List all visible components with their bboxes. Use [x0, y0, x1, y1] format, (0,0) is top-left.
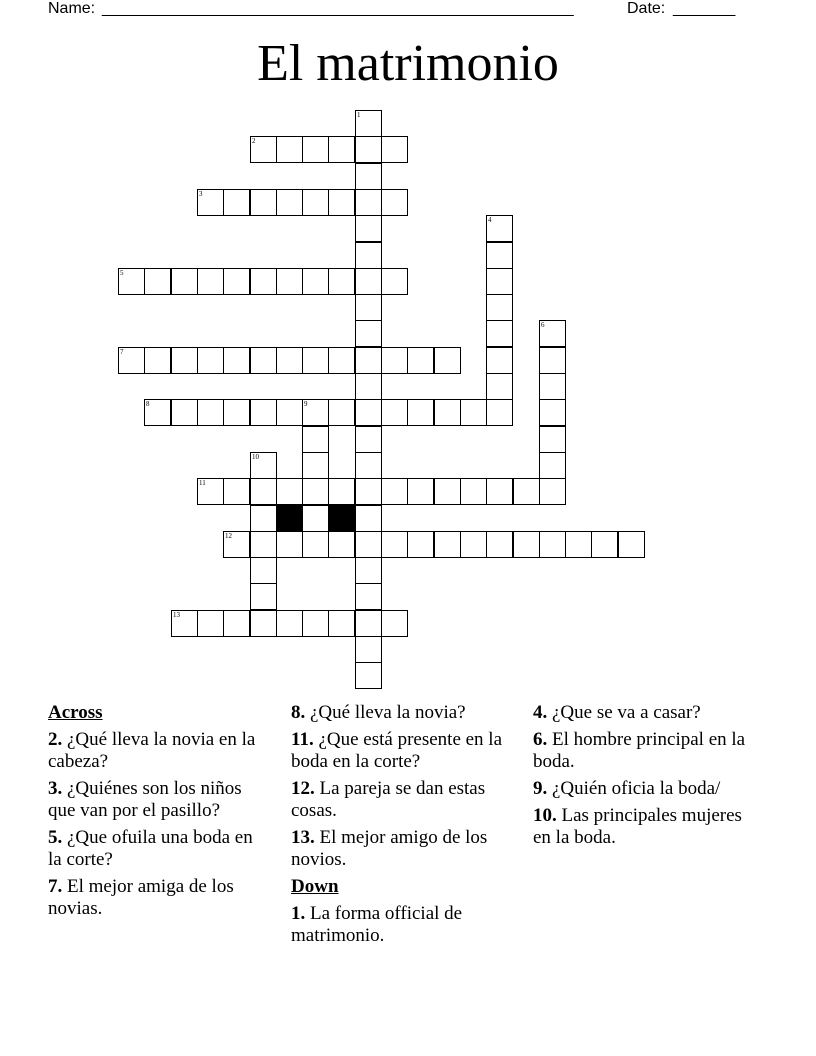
- crossword-cell[interactable]: [118, 347, 145, 374]
- crossword-cell[interactable]: [407, 478, 434, 505]
- crossword-cell[interactable]: [171, 268, 198, 295]
- crossword-cell[interactable]: [381, 531, 408, 558]
- crossword-cell[interactable]: [328, 610, 355, 637]
- crossword-cell[interactable]: [302, 531, 329, 558]
- clue-text: ¿Quién oficia la boda/: [552, 778, 721, 799]
- crossword-cell[interactable]: [539, 426, 566, 453]
- crossword-cell[interactable]: [223, 347, 250, 374]
- clue-number: 9.: [533, 778, 548, 799]
- crossword-cell[interactable]: [618, 531, 645, 558]
- crossword-cell[interactable]: [223, 399, 250, 426]
- crossword-cell[interactable]: [223, 189, 250, 216]
- crossword-cell[interactable]: [539, 373, 566, 400]
- crossword-cell[interactable]: [223, 478, 250, 505]
- crossword-cell[interactable]: [276, 610, 303, 637]
- crossword-cell[interactable]: [250, 347, 277, 374]
- crossword-cell[interactable]: [250, 189, 277, 216]
- crossword-cell[interactable]: [355, 557, 382, 584]
- clue-down-1: [291, 903, 506, 947]
- crossword-cell[interactable]: [407, 399, 434, 426]
- crossword-cell[interactable]: [197, 478, 224, 505]
- crossword-cell[interactable]: [250, 583, 277, 610]
- crossword-cell[interactable]: [197, 189, 224, 216]
- crossword-cell[interactable]: [355, 268, 382, 295]
- crossword-cell[interactable]: [223, 268, 250, 295]
- clue-number-label: 3: [199, 190, 203, 198]
- crossword-cell[interactable]: [250, 136, 277, 163]
- crossword-cell[interactable]: [171, 347, 198, 374]
- crossword-cell[interactable]: [381, 189, 408, 216]
- crossword-cell[interactable]: [302, 347, 329, 374]
- crossword-cell[interactable]: [250, 452, 277, 479]
- crossword-cell[interactable]: [486, 242, 513, 269]
- crossword-cell[interactable]: [223, 531, 250, 558]
- clue-number-label: 7: [120, 348, 124, 356]
- crossword-cell[interactable]: [355, 662, 382, 689]
- crossword-cell[interactable]: [355, 636, 382, 663]
- crossword-cell[interactable]: [539, 320, 566, 347]
- crossword-cell[interactable]: [355, 189, 382, 216]
- page-title: El matrimonio: [257, 35, 559, 92]
- clue-number-label: 12: [225, 532, 232, 540]
- clue-across-8: [291, 702, 506, 724]
- crossword-cell[interactable]: [118, 268, 145, 295]
- clue-number-label: 11: [199, 479, 206, 487]
- crossword-cell[interactable]: [460, 531, 487, 558]
- crossword-cell[interactable]: [171, 610, 198, 637]
- clue-number-label: 4: [488, 216, 492, 224]
- crossword-cell[interactable]: [250, 478, 277, 505]
- crossword-cell[interactable]: [302, 505, 329, 532]
- crossword-cell[interactable]: [197, 347, 224, 374]
- crossword-cell[interactable]: [486, 320, 513, 347]
- crossword-cell[interactable]: [355, 242, 382, 269]
- crossword-cell[interactable]: [381, 136, 408, 163]
- clue-number: 2.: [48, 729, 63, 750]
- clue-number: 12.: [291, 778, 315, 799]
- crossword-cell[interactable]: [539, 399, 566, 426]
- clue-across-13: [291, 827, 506, 871]
- crossword-cell[interactable]: [355, 583, 382, 610]
- crossword-cell[interactable]: [355, 426, 382, 453]
- crossword-cell[interactable]: [486, 294, 513, 321]
- clue-across-7: [48, 876, 263, 920]
- black-square: [276, 505, 303, 532]
- crossword-cell[interactable]: [302, 189, 329, 216]
- clue-number: 3.: [48, 778, 63, 799]
- crossword-cell[interactable]: [565, 531, 592, 558]
- clue-number-label: 8: [146, 400, 150, 408]
- crossword-cell[interactable]: [276, 268, 303, 295]
- clue-number: 5.: [48, 827, 63, 848]
- clue-down-4: [533, 702, 748, 724]
- crossword-cell[interactable]: [355, 163, 382, 190]
- crossword-cell[interactable]: [250, 557, 277, 584]
- crossword-cell[interactable]: [276, 478, 303, 505]
- crossword-cell[interactable]: [276, 189, 303, 216]
- clue-text: ¿Que ofuila una boda en la corte?: [48, 827, 253, 870]
- clue-across-12: [291, 778, 506, 822]
- clue-text: El mejor amiga de los novias.: [48, 876, 234, 919]
- clue-text: El hombre principal en la boda.: [533, 729, 746, 772]
- clue-number-label: 9: [304, 400, 308, 408]
- crossword-cell[interactable]: [276, 136, 303, 163]
- crossword-cell[interactable]: [355, 478, 382, 505]
- clue-number: 7.: [48, 876, 63, 897]
- crossword-cell[interactable]: [302, 136, 329, 163]
- crossword-cell[interactable]: [223, 610, 250, 637]
- clue-number-label: 5: [120, 269, 124, 277]
- clue-text: ¿Que se va a casar?: [552, 702, 701, 723]
- crossword-cell[interactable]: [250, 610, 277, 637]
- name-line[interactable]: _____________________________________________________: [102, 0, 574, 17]
- crossword-cell[interactable]: [355, 505, 382, 532]
- crossword-cell[interactable]: [144, 399, 171, 426]
- clues-column-1: [48, 702, 263, 925]
- clue-text: La pareja se dan estas cosas.: [291, 778, 486, 821]
- crossword-cell[interactable]: [250, 531, 277, 558]
- clue-text: Las principales mujeres en la boda.: [533, 805, 742, 848]
- clue-number: 10.: [533, 805, 557, 826]
- crossword-cell[interactable]: [276, 347, 303, 374]
- clue-down-6: [533, 729, 748, 773]
- clue-text: La forma official de matrimonio.: [291, 903, 463, 946]
- crossword-cell[interactable]: [302, 452, 329, 479]
- crossword-cell[interactable]: [486, 347, 513, 374]
- clue-number: 13.: [291, 827, 315, 848]
- clue-across-2: [48, 729, 263, 773]
- clue-number: 11.: [291, 729, 314, 750]
- crossword-cell[interactable]: [250, 268, 277, 295]
- crossword-cell[interactable]: [355, 373, 382, 400]
- crossword-cell[interactable]: [539, 452, 566, 479]
- clue-down-10: [533, 805, 748, 849]
- crossword-cell[interactable]: [407, 347, 434, 374]
- crossword-cell[interactable]: [434, 531, 461, 558]
- crossword-cell[interactable]: [539, 478, 566, 505]
- crossword-cell[interactable]: [276, 531, 303, 558]
- clue-across-11: [291, 729, 506, 773]
- clues-column-3: [533, 702, 748, 854]
- crossword-cell[interactable]: [328, 399, 355, 426]
- clue-number: 8.: [291, 702, 306, 723]
- crossword-cell[interactable]: [434, 478, 461, 505]
- clue-number-label: 1: [357, 111, 361, 119]
- crossword-cell[interactable]: [355, 136, 382, 163]
- crossword-cell[interactable]: [355, 320, 382, 347]
- clue-number-label: 10: [252, 453, 259, 461]
- crossword-cell[interactable]: [355, 399, 382, 426]
- clue-across-5: [48, 827, 263, 871]
- crossword-cell[interactable]: [328, 347, 355, 374]
- crossword-cell[interactable]: [302, 399, 329, 426]
- name-label: Name:: [48, 0, 96, 17]
- crossword-cell[interactable]: [486, 373, 513, 400]
- clue-text: El mejor amigo de los novios.: [291, 827, 488, 870]
- crossword-cell[interactable]: [381, 399, 408, 426]
- across-heading: Across: [48, 702, 103, 723]
- crossword-cell[interactable]: [407, 531, 434, 558]
- clue-down-9: [533, 778, 748, 800]
- clue-text: ¿Qué lleva la novia?: [310, 702, 466, 723]
- crossword-cell[interactable]: [302, 268, 329, 295]
- crossword-cell[interactable]: [276, 399, 303, 426]
- crossword-cell[interactable]: [539, 531, 566, 558]
- crossword-cell[interactable]: [381, 268, 408, 295]
- clue-number-label: 6: [541, 321, 545, 329]
- crossword-cell[interactable]: [328, 478, 355, 505]
- crossword-cell[interactable]: [144, 347, 171, 374]
- date-line[interactable]: _______: [673, 0, 736, 17]
- clue-across-3: [48, 778, 263, 822]
- crossword-cell[interactable]: [486, 399, 513, 426]
- crossword-cell[interactable]: [302, 478, 329, 505]
- clue-number: 6.: [533, 729, 548, 750]
- crossword-cell[interactable]: [486, 215, 513, 242]
- clue-number-label: 13: [173, 611, 180, 619]
- crossword-cell[interactable]: [328, 136, 355, 163]
- clue-text: ¿Quiénes son los niños que van por el pasillo?: [48, 778, 242, 821]
- crossword-cell[interactable]: [328, 189, 355, 216]
- crossword-cell[interactable]: [328, 268, 355, 295]
- crossword-cell[interactable]: [197, 399, 224, 426]
- crossword-cell[interactable]: [355, 531, 382, 558]
- crossword-cell[interactable]: [434, 347, 461, 374]
- crossword-cell[interactable]: [302, 426, 329, 453]
- crossword-cell[interactable]: [144, 268, 171, 295]
- date-label: Date:: [627, 0, 666, 17]
- crossword-cell[interactable]: [171, 399, 198, 426]
- crossword-cell[interactable]: [355, 452, 382, 479]
- clue-number: 1.: [291, 903, 306, 924]
- crossword-cell[interactable]: [434, 399, 461, 426]
- crossword-cell[interactable]: [355, 215, 382, 242]
- clue-text: ¿Que está presente en la boda en la corte?: [291, 729, 503, 772]
- crossword-cell[interactable]: [197, 610, 224, 637]
- crossword-cell[interactable]: [355, 294, 382, 321]
- crossword-cell[interactable]: [302, 610, 329, 637]
- crossword-cell[interactable]: [513, 531, 540, 558]
- crossword-cell[interactable]: [486, 478, 513, 505]
- crossword-cell[interactable]: [355, 110, 382, 137]
- crossword-cell[interactable]: [513, 478, 540, 505]
- down-heading: Down: [291, 876, 339, 897]
- crossword-cell[interactable]: [539, 347, 566, 374]
- crossword-cell[interactable]: [381, 478, 408, 505]
- black-square: [328, 505, 355, 532]
- crossword-cell[interactable]: [381, 610, 408, 637]
- crossword-cell[interactable]: [486, 531, 513, 558]
- crossword-cell[interactable]: [381, 347, 408, 374]
- crossword-cell[interactable]: [250, 399, 277, 426]
- crossword-cell[interactable]: [328, 531, 355, 558]
- crossword-cell[interactable]: [460, 478, 487, 505]
- crossword-cell[interactable]: [591, 531, 618, 558]
- crossword-cell[interactable]: [486, 268, 513, 295]
- clues-column-2: [291, 702, 506, 952]
- crossword-cell[interactable]: [355, 610, 382, 637]
- crossword-cell[interactable]: [355, 347, 382, 374]
- clue-text: ¿Qué lleva la novia en la cabeza?: [48, 729, 256, 772]
- crossword-cell[interactable]: [250, 505, 277, 532]
- clue-number-label: 2: [252, 137, 256, 145]
- clue-number: 4.: [533, 702, 548, 723]
- crossword-cell[interactable]: [197, 268, 224, 295]
- crossword-cell[interactable]: [460, 399, 487, 426]
